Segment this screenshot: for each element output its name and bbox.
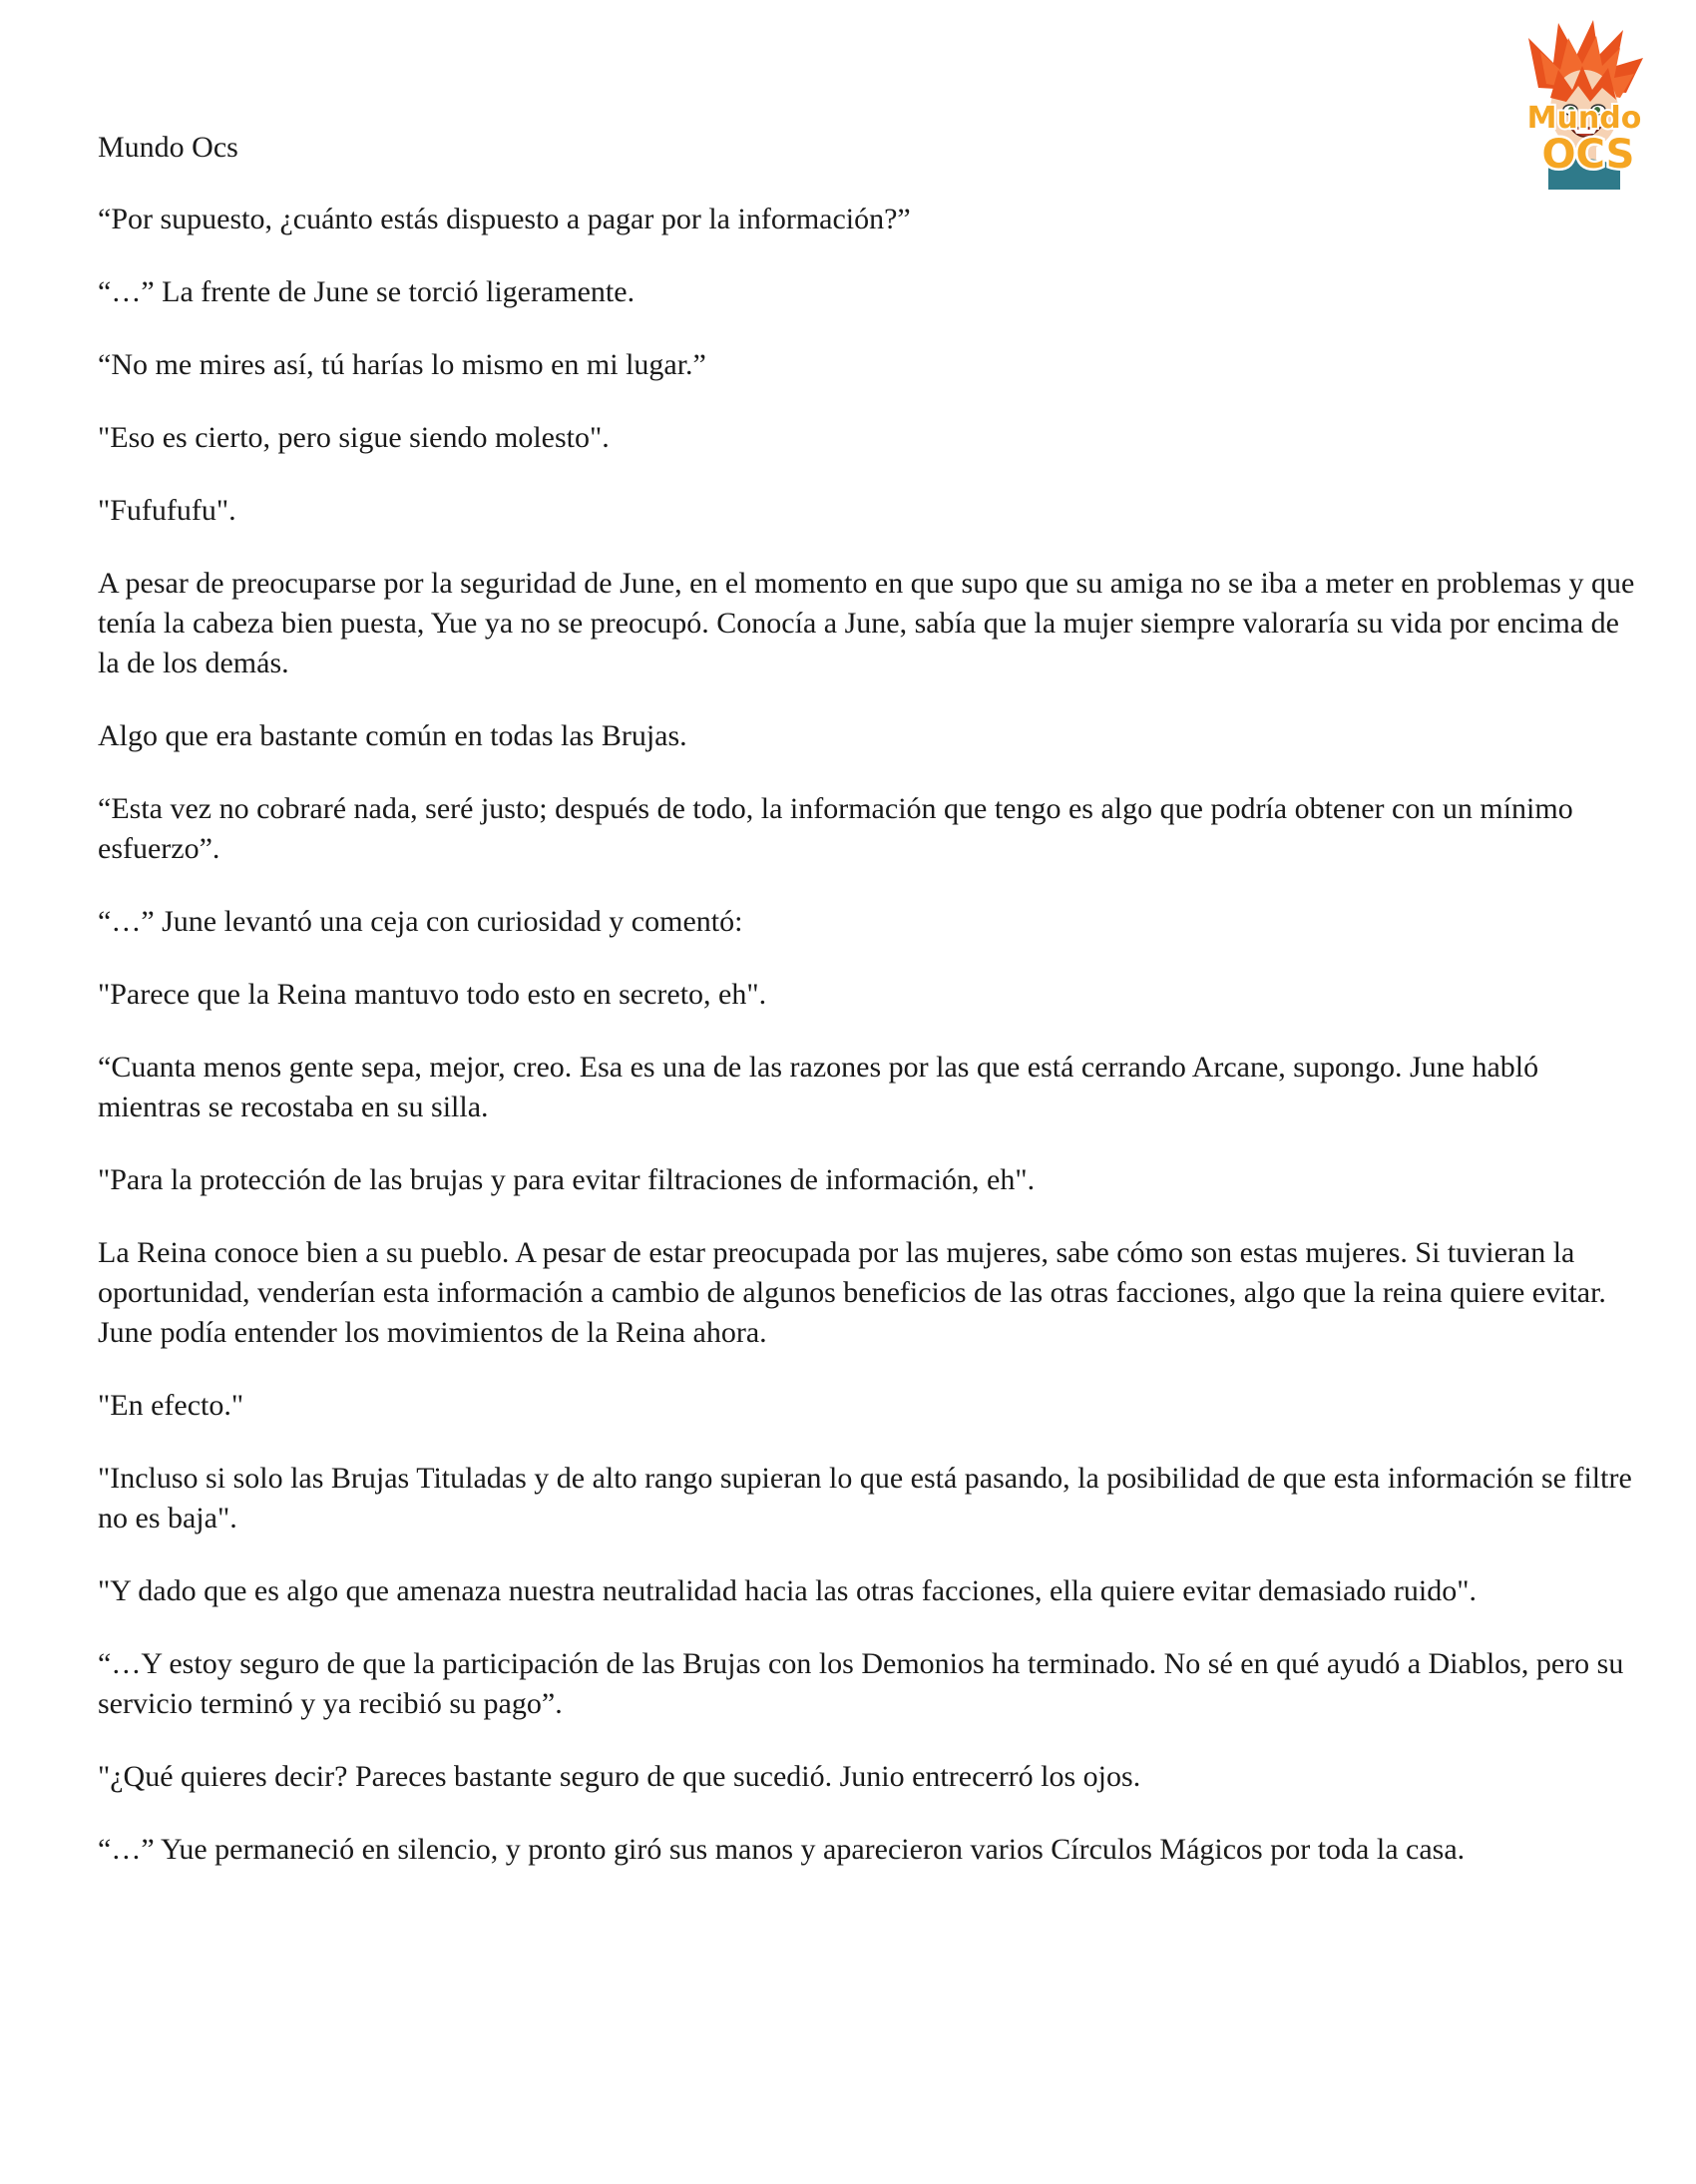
paragraph: “…” June levantó una ceja con curiosidad y comentó: (98, 905, 743, 938)
paragraph: “Por supuesto, ¿cuánto estás dispuesto a pagar por la información?” (98, 203, 911, 235)
paragraph: “…Y estoy seguro de que la participación de las Brujas con los Demonios ha terminado. No sé en qué ayudó a Diablos, pero su servicio terminó y ya recibió su pago”. (98, 1647, 1624, 1720)
paragraph: "Fufufufu". (98, 494, 236, 527)
paragraph: “No me mires así, tú harías lo mismo en mi lugar.” (98, 348, 706, 381)
svg-text:Mundo: Mundo (1526, 101, 1642, 136)
svg-text:OCS: OCS (1541, 132, 1635, 178)
paragraph: “Esta vez no cobraré nada, seré justo; después de todo, la información que tengo es algo que podría obtener con un mínimo esfuerzo”. (98, 792, 1573, 865)
paragraph: “…” La frente de June se torció ligeramente. (98, 275, 636, 308)
paragraph: "¿Qué quieres decir? Pareces bastante seguro de que sucedió. Junio entrecerró los ojos. (98, 1760, 1141, 1793)
paragraph: Algo que era bastante común en todas las Brujas. (98, 719, 687, 752)
paragraph: “…” Yue permaneció en silencio, y pronto giró sus manos y aparecieron varios Círculos Mágicos por toda la casa. (98, 1833, 1466, 1866)
paragraph: "Para la protección de las brujas y para evitar filtraciones de información, eh". (98, 1163, 1036, 1196)
paragraph: A pesar de preocuparse por la seguridad de June, en el momento en que supo que su amiga no se iba a meter en problemas y que tenía la cabeza bien puesta, Yue ya no se preocupó. Conocía a June, sabía que la mujer siempre valoraría su vida por encima de la de los demás. (98, 567, 1635, 679)
document-page (98, 128, 1639, 1903)
document-header-title: Mundo Ocs (98, 131, 238, 164)
paragraph: "Parece que la Reina mantuvo todo esto en secreto, eh". (98, 978, 767, 1011)
paragraph: "En efecto." (98, 1389, 244, 1422)
paragraph: La Reina conoce bien a su pueblo. A pesar de estar preocupada por las mujeres, sabe cómo son estas mujeres. Si tuvieran la oportunidad, venderían esta información a cambio de algunos beneficios de las otras facciones, algo que la reina quiere evitar. June podía entender los movimientos de la Reina ahora. (98, 1236, 1606, 1349)
paragraph: "Eso es cierto, pero sigue siendo molesto". (98, 421, 610, 454)
paragraph: “Cuanta menos gente sepa, mejor, creo. Esa es una de las razones por las que está cerrando Arcane, supongo. June habló mientras se recostaba en su silla. (98, 1051, 1539, 1123)
paragraph: "Y dado que es algo que amenaza nuestra neutralidad hacia las otras facciones, ella quiere evitar demasiado ruido". (98, 1574, 1477, 1607)
paragraph: "Incluso si solo las Brujas Tituladas y de alto rango supieran lo que está pasando, la posibilidad de que esta información se filtre no es baja". (98, 1462, 1632, 1534)
